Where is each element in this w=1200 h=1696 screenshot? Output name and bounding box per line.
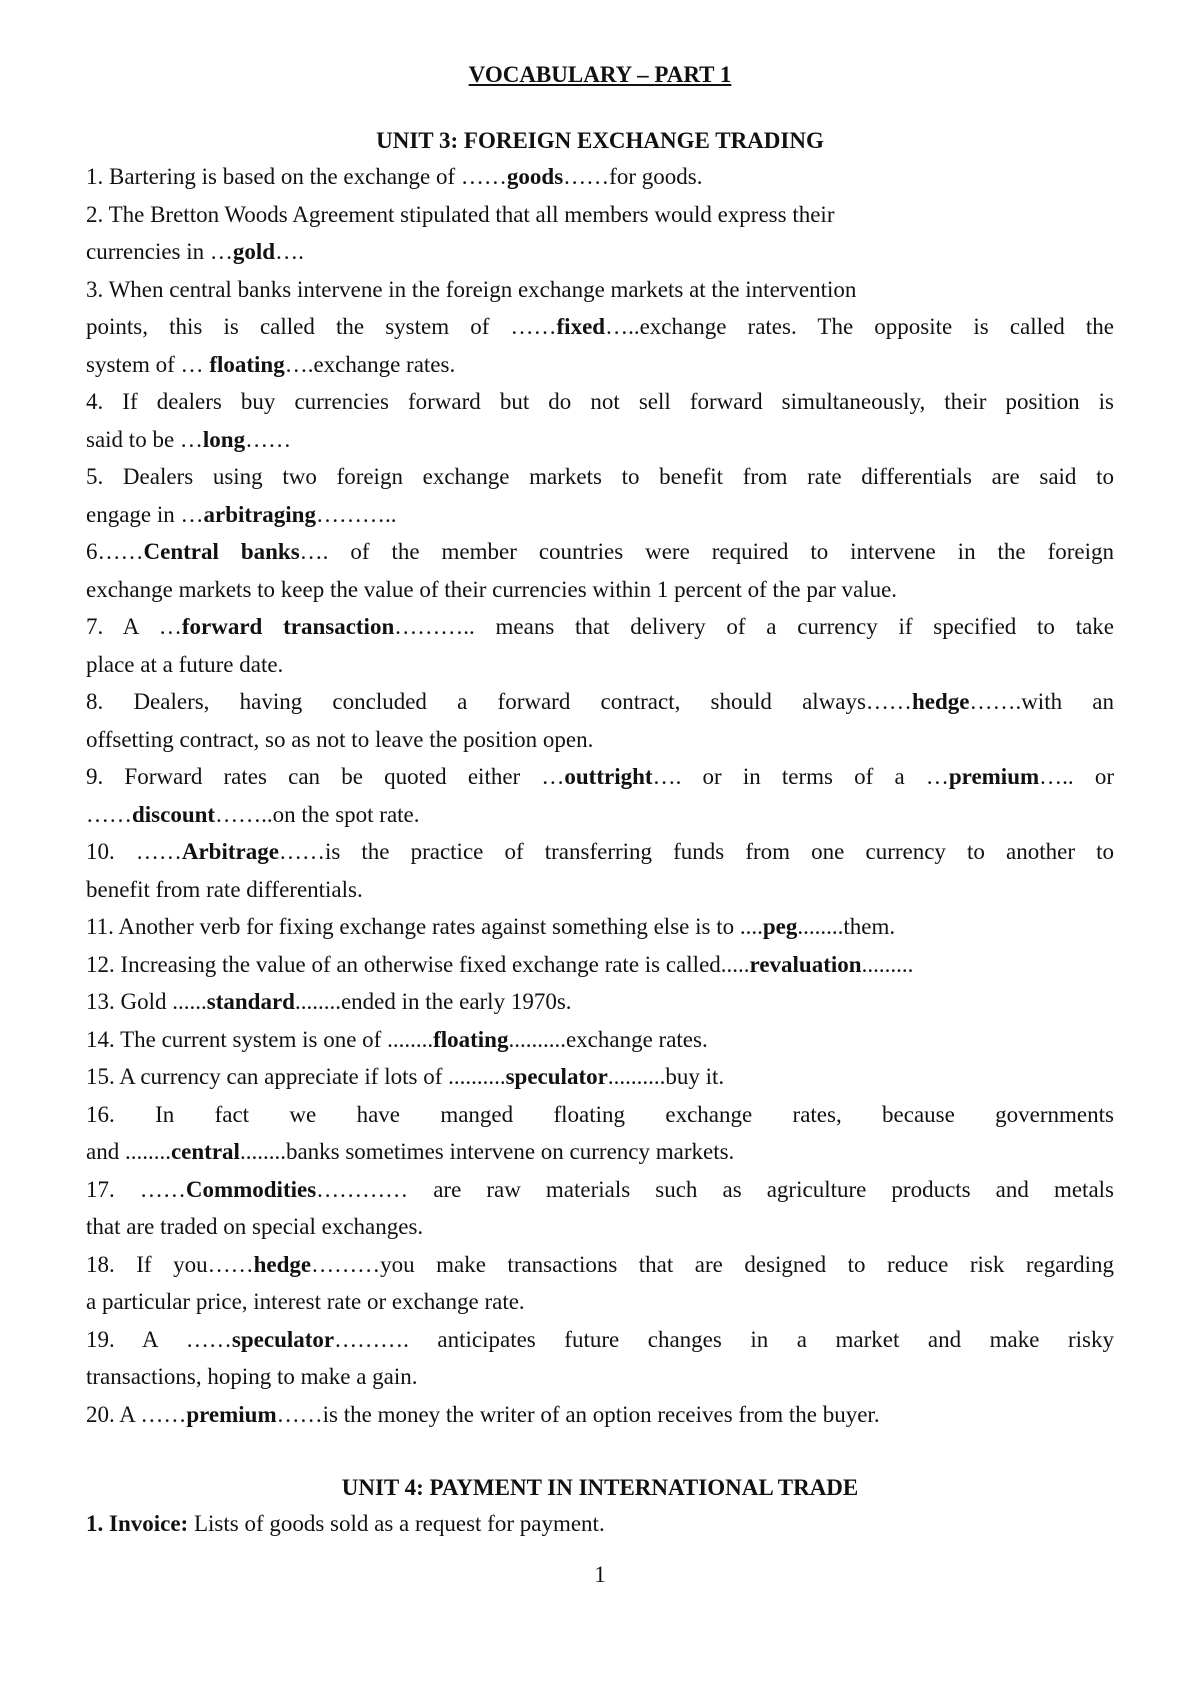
text-segment: 13. Gold ......: [86, 989, 207, 1014]
text-segment: ……is the money the writer of an option receives from the buyer.: [276, 1401, 880, 1427]
text-segment: ………you make transactions that are designed to reduce risk regarding: [311, 1251, 1114, 1277]
vocabulary-term: standard: [206, 989, 295, 1014]
text-segment: ….: [275, 239, 304, 264]
vocabulary-term: fixed: [556, 314, 606, 339]
vocabulary-term: forward transaction: [181, 614, 395, 639]
text-line: [86, 646, 1114, 684]
text-segment: ………..: [315, 501, 397, 527]
text-segment: 11. Another verb for fixing exchange rates against something else is to ....: [86, 914, 763, 939]
text-segment: 15. A currency can appreciate if lots of ..........: [86, 1064, 506, 1089]
text-segment: 7. A …: [86, 614, 182, 639]
text-segment: ….exchange rates.: [284, 351, 456, 377]
text-line: [86, 908, 1114, 946]
vocabulary-term: arbitraging: [203, 501, 316, 527]
text-line: [86, 871, 1114, 909]
text-segment: offsetting contract, so as not to leave the position open.: [86, 726, 594, 752]
text-line: [86, 1396, 1114, 1434]
text-segment: 17. ……: [86, 1176, 186, 1202]
text-segment: 1. Bartering is based on the exchange of ……: [86, 164, 507, 189]
text-line: [86, 1171, 1114, 1209]
text-segment: …..exchange rates. The opposite is called the: [605, 314, 1114, 339]
text-line: [86, 1058, 1114, 1096]
text-segment: 9. Forward rates can be quoted either …: [86, 764, 565, 789]
text-segment: 4. If dealers buy currencies forward but do not sell forward simultaneously, their position is: [86, 389, 1114, 414]
text-segment: ……: [245, 426, 292, 452]
unit-4-heading: UNIT 4: PAYMENT IN INTERNATIONAL TRADE: [341, 1475, 859, 1500]
text-segment: and ........: [86, 1139, 171, 1164]
text-line: [86, 683, 1114, 721]
vocabulary-term: hedge: [911, 689, 970, 714]
text-segment: ..........exchange rates.: [508, 1026, 708, 1052]
text-segment: ........them.: [797, 914, 896, 939]
vocabulary-term: premium: [186, 1401, 277, 1427]
text-segment: that are traded on special exchanges.: [86, 1214, 424, 1239]
text-segment: engage in …: [86, 501, 204, 527]
text-segment: …. of the member countries were required to intervene in the foreign: [299, 539, 1114, 564]
text-line: [86, 758, 1114, 796]
text-segment: 20. A ……: [86, 1401, 187, 1427]
vocabulary-term: central: [170, 1139, 240, 1164]
text-line: [86, 796, 1114, 834]
vocabulary-term: outtright: [564, 764, 653, 789]
text-segment: 10. ……: [86, 839, 182, 864]
text-segment: currencies in …: [86, 239, 233, 264]
text-segment: a particular price, interest rate or exchange rate.: [86, 1289, 525, 1314]
vocabulary-term: long: [202, 426, 246, 452]
text-line: [86, 1358, 1114, 1396]
text-line: [86, 1021, 1114, 1059]
text-segment: 2. The Bretton Woods Agreement stipulated that all members would express their: [86, 201, 835, 227]
vocabulary-term: revaluation: [749, 951, 862, 977]
page-number: 1: [594, 1562, 606, 1587]
text-segment: benefit from rate differentials.: [86, 876, 363, 902]
vocabulary-term: Commodities: [185, 1176, 317, 1202]
text-line: [86, 458, 1114, 496]
text-line: [86, 1321, 1114, 1359]
text-line: [86, 571, 1114, 609]
document-title: VOCABULARY – PART 1: [468, 62, 732, 87]
vocabulary-term: floating: [209, 351, 285, 377]
text-segment: …….with an: [969, 689, 1114, 714]
vocabulary-term: speculator: [231, 1326, 335, 1352]
text-segment: ………. anticipates future changes in a market and make risky: [334, 1326, 1115, 1352]
text-segment: transactions, hoping to make a gain.: [86, 1364, 418, 1389]
text-line: [86, 196, 1114, 234]
text-segment: system of …: [86, 351, 210, 377]
text-line: [86, 233, 1114, 271]
text-line: [86, 308, 1114, 346]
text-segment: ……for goods.: [563, 164, 703, 189]
text-segment: 18. If you……: [86, 1251, 254, 1277]
vocabulary-term: premium: [948, 764, 1040, 789]
text-line: [86, 946, 1114, 984]
text-segment: …. or in terms of a …: [652, 764, 949, 789]
vocabulary-term: Central banks: [143, 539, 300, 564]
text-segment: 8. Dealers, having concluded a forward contract, should always……: [86, 689, 912, 714]
text-segment: ……: [86, 801, 132, 827]
text-segment: 5. Dealers using two foreign exchange markets to benefit from rate differentials are said to: [86, 464, 1114, 489]
text-line: [86, 271, 1114, 309]
text-segment: 14. The current system is one of ........: [86, 1026, 434, 1052]
text-line: [86, 421, 1114, 459]
vocabulary-term: hedge: [253, 1251, 312, 1277]
text-segment: 6……: [86, 539, 144, 564]
text-line: [86, 983, 1114, 1021]
text-line: [86, 1208, 1114, 1246]
vocabulary-term: floating: [433, 1026, 509, 1052]
text-line: [86, 1096, 1114, 1134]
text-line: [86, 833, 1114, 871]
text-segment: 19. A ……: [86, 1326, 232, 1352]
text-segment: ……….. means that delivery of a currency if specified to take: [394, 614, 1114, 639]
vocabulary-term: speculator: [505, 1064, 608, 1089]
vocabulary-term: gold: [232, 239, 276, 264]
text-segment: ........ended in the early 1970s.: [294, 989, 572, 1014]
vocabulary-term: discount: [132, 801, 216, 827]
vocabulary-term: goods: [506, 164, 564, 189]
vocabulary-term: Arbitrage: [181, 839, 279, 864]
text-line: [86, 533, 1114, 571]
text-segment: points, this is called the system of ……: [86, 314, 557, 339]
text-line: [86, 346, 1114, 384]
text-line: [86, 1133, 1114, 1171]
text-segment: ……is the practice of transferring funds from one currency to another to: [278, 839, 1115, 864]
text-line: [86, 1246, 1114, 1284]
text-segment: ……..on the spot rate.: [215, 801, 420, 827]
text-line: [86, 496, 1114, 534]
text-line: [86, 1283, 1114, 1321]
unit-3-vocabulary-list: [86, 158, 1114, 1433]
unit-4-vocabulary-list: [86, 1505, 1114, 1543]
text-line: [86, 158, 1114, 196]
text-segment: .........: [861, 951, 914, 977]
text-line: [86, 1505, 1114, 1543]
vocabulary-term: peg: [762, 914, 798, 939]
vocabulary-term: 1. Invoice:: [86, 1511, 189, 1536]
text-segment: exchange markets to keep the value of their currencies within 1 percent of the par value.: [86, 576, 898, 602]
text-segment: 12. Increasing the value of an otherwise fixed exchange rate is called.....: [86, 951, 750, 977]
text-segment: ………… are raw materials such as agriculture products and metals: [316, 1176, 1114, 1202]
text-segment: ..........buy it.: [607, 1064, 725, 1089]
text-line: [86, 608, 1114, 646]
text-line: [86, 721, 1114, 759]
text-segment: place at a future date.: [86, 651, 284, 677]
text-line: [86, 383, 1114, 421]
text-segment: said to be …: [86, 426, 203, 452]
text-segment: 3. When central banks intervene in the foreign exchange markets at the intervention: [86, 276, 857, 302]
unit-3-heading: UNIT 3: FOREIGN EXCHANGE TRADING: [376, 128, 824, 153]
text-segment: 16. In fact we have manged floating exchange rates, because governments: [86, 1101, 1114, 1127]
text-segment: ….. or: [1039, 764, 1114, 789]
text-segment: ........banks sometimes intervene on currency markets.: [239, 1139, 735, 1164]
text-segment: Lists of goods sold as a request for payment.: [188, 1511, 605, 1536]
